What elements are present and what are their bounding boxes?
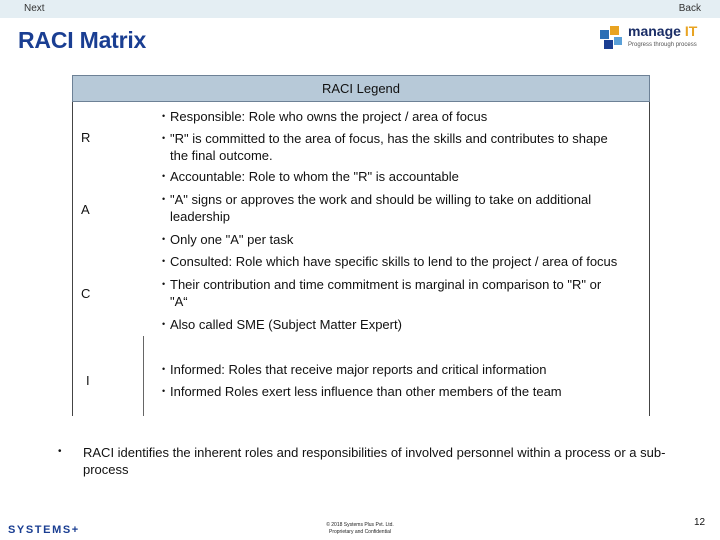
item-text: Informed Roles exert less influence than other members of the team (170, 384, 562, 399)
summary-text: RACI identifies the inherent roles and responsibilities of involved personnel within a process or a sub-process (83, 445, 666, 477)
bullet: • (162, 319, 166, 329)
bullet: • (162, 111, 166, 121)
bullet: • (162, 171, 166, 181)
item-text: Consulted: Role which have specific skills to lend to the project / area of focus (170, 254, 618, 269)
page-number: 12 (694, 517, 706, 528)
logo-wordmark (628, 23, 697, 39)
item-text: Only one "A" per task (170, 232, 294, 247)
bullet: • (162, 386, 166, 396)
table-left-border (72, 102, 73, 416)
top-nav-bar (0, 0, 720, 18)
page-title: RACI Matrix (18, 27, 147, 53)
item-text: leadership (170, 209, 230, 224)
item-text: Accountable: Role to whom the "R" is accountable (170, 169, 459, 184)
role-letter-a: A (81, 202, 90, 217)
legend-title: RACI Legend (321, 81, 401, 96)
cubes-logo-icon (598, 22, 626, 52)
item-text: Also called SME (Subject Matter Expert) (170, 317, 402, 332)
bullet: • (162, 364, 166, 374)
bullet: • (162, 194, 166, 204)
bullet: • (162, 279, 166, 289)
logo-word-accent: IT (684, 23, 698, 39)
item-text: Responsible: Role who owns the project / area of focus (170, 109, 488, 124)
bullet: • (162, 133, 166, 143)
systems-logo-plus: + (71, 524, 80, 536)
back-link[interactable]: Back (678, 3, 701, 14)
item-text: "A“ (170, 294, 188, 309)
logo-tagline: Progress through process (628, 42, 697, 48)
systems-plus-logo (8, 524, 80, 536)
bullet: • (162, 234, 166, 244)
item-text: Their contribution and time commitment is marginal in comparison to "R" or (170, 277, 602, 292)
copyright-line: © 2018 Systems Plus Pvt. Ltd. (326, 522, 394, 528)
table-column-divider (143, 336, 144, 416)
role-letter-c: C (81, 286, 91, 301)
next-link[interactable]: Next (24, 3, 45, 14)
copyright-note (300, 522, 420, 536)
summary-bullet: • (58, 446, 62, 457)
bullet: • (162, 256, 166, 266)
item-text: "A" signs or approves the work and should be willing to take on additional (170, 192, 592, 207)
manage-it-logo (598, 22, 708, 54)
item-text: Informed: Roles that receive major reports and critical information (170, 362, 547, 377)
confidential-line: Proprietary and Confidential (329, 529, 391, 535)
systems-logo-word: SYSTEMS (8, 524, 72, 536)
table-right-border (649, 102, 650, 416)
item-text: "R" is committed to the area of focus, has the skills and contributes to shape (170, 131, 608, 146)
item-text: the final outcome. (170, 148, 273, 163)
role-letter-i: I (86, 373, 90, 388)
legend-header (72, 75, 650, 102)
logo-word-main: manage (628, 23, 681, 39)
role-letter-r: R (81, 130, 91, 145)
